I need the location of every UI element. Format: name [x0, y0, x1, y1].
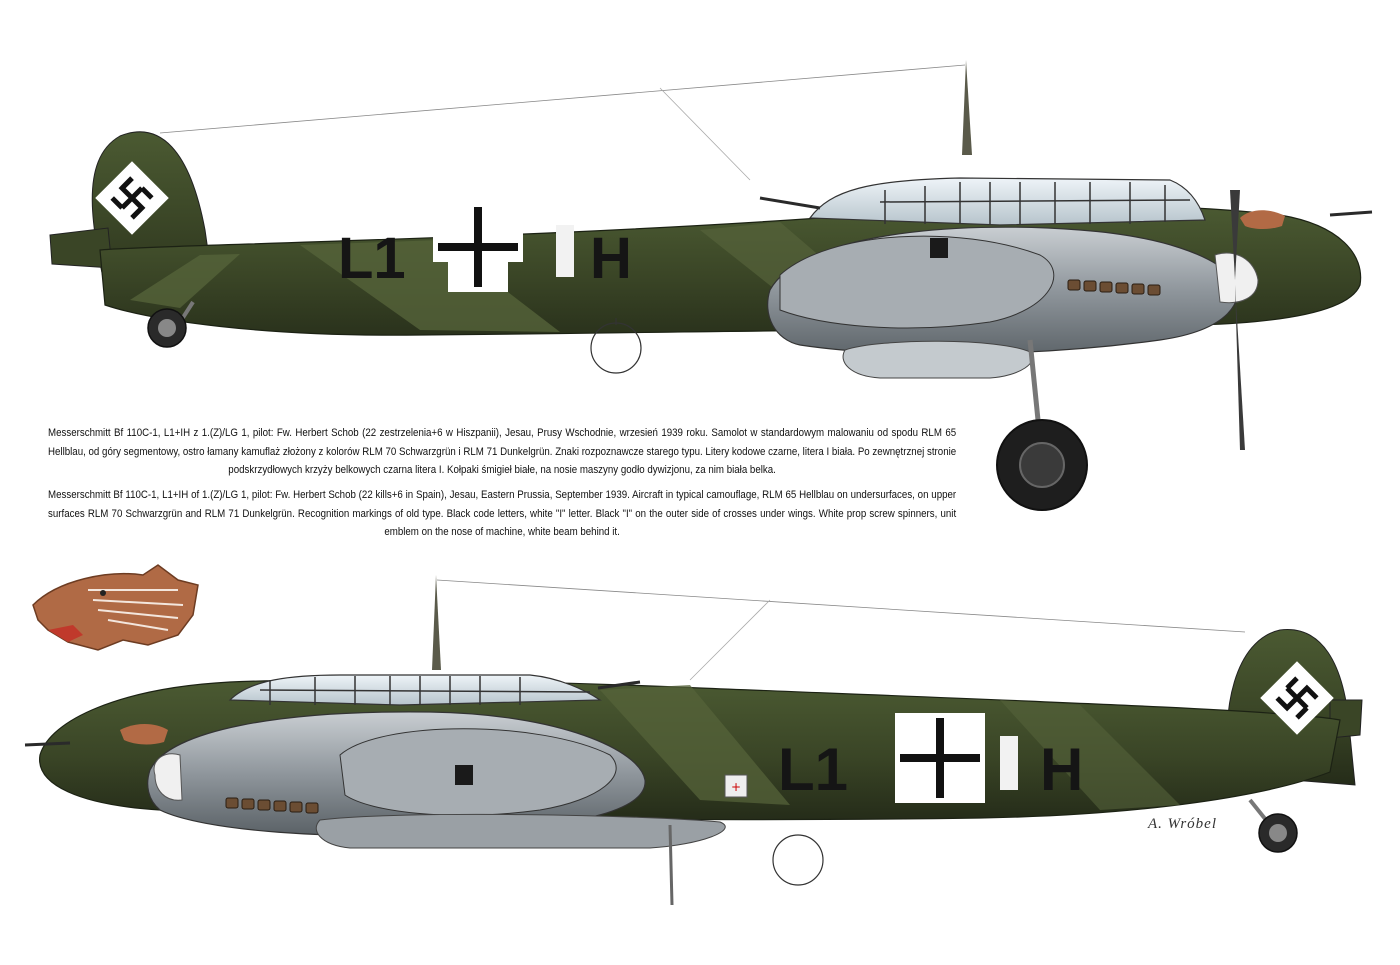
caption-polish: Messerschmitt Bf 110C-1, L1+IH z 1.(Z)/LG 1, pilot: Fw. Herbert Schob (22 zestrzelenia+6 w Hiszpanii), Jesau, Prusy Wschodnie, wrzesień 1939 roku. Samolot w standardowym malowaniu od spodu RLM 65 Hellblau, od góry segmentowy, ostro łamany kamuflaż złożony z kolorów RLM 70 Schwarzgrün i RLM 71 Dunkelgrün. Znaki rozpoznawcze starego typu. Litery kodowe czarne, litera I biała. Po zewnętrznej stronie podskrzydłowych krzyży belkowych czarna litera I. Kołpaki śmigieł białe, na nosie maszyny godło dywizjonu, za nim biała belka. — [48, 427, 957, 477]
code-letter-i-white — [556, 225, 574, 277]
artist-signature: A. Wróbel — [1148, 816, 1217, 832]
caption-english: Messerschmitt Bf 110C-1, L1+IH of 1.(Z)/LG 1, pilot: Fw. Herbert Schob (22 kills+6 in Spain), Jesau, Eastern Prussia, September 1939. Aircraft in typical camouflage, RLM 65 Hellblau on undersurfaces, on upper surfaces RLM 70 Schwarzgrün and RLM 71 Dunkelgrün. Recognition markings of old type. Black code letters, white "I" letter. Black "I" on the outer side of crosses under wings. White prop screw spinners, unit emblem on the nose of machine, white beam behind it. — [48, 489, 957, 539]
antenna-wire — [160, 65, 965, 133]
code-letter-i-white — [1000, 736, 1018, 790]
svg-text:+: + — [730, 780, 742, 794]
antenna-mast — [962, 60, 972, 155]
code-suffix: H — [590, 226, 632, 291]
code-prefix: L1 — [778, 736, 849, 803]
code-prefix: L1 — [338, 226, 406, 291]
balkenkreuz — [895, 713, 985, 803]
aircraft-profile-left-facing — [0, 560, 1400, 960]
drop-tank — [843, 341, 1033, 378]
underwing-cross-outline — [773, 835, 823, 885]
code-suffix: H — [1040, 736, 1084, 803]
antenna-mast — [432, 575, 441, 670]
